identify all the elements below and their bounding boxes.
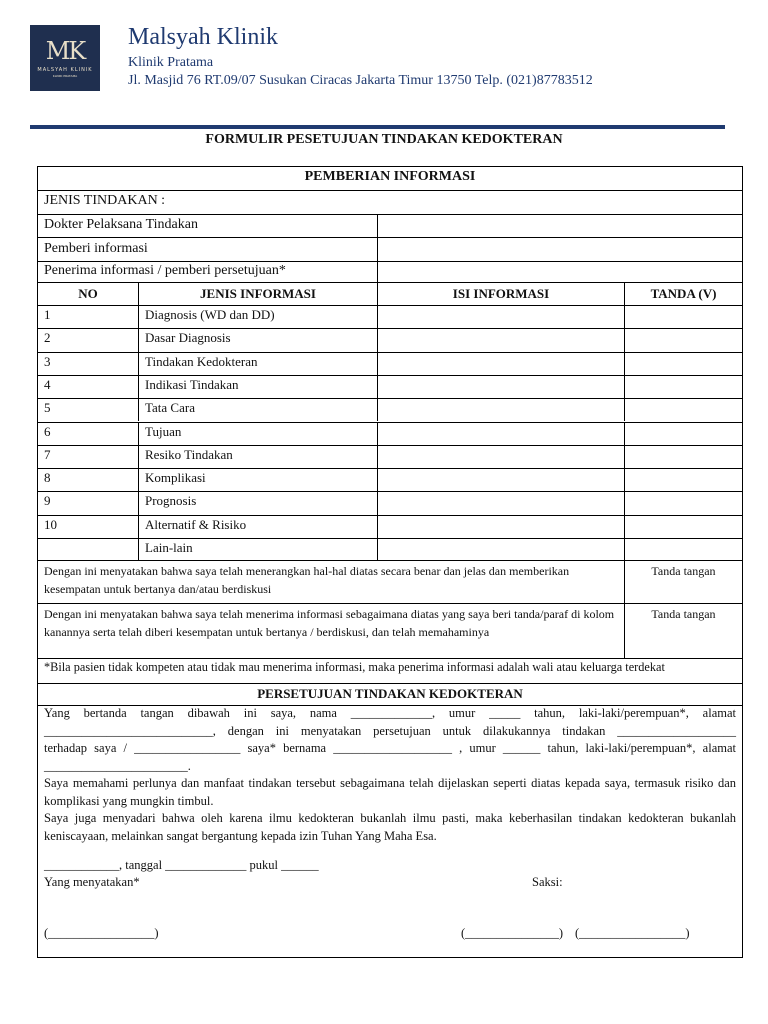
form-title: FORMULIR PESETUJUAN TINDAKAN KEDOKTERAN (205, 132, 563, 147)
item-label: Diagnosis (WD dan DD) (138, 306, 377, 328)
declarer-label: Yang menyatakan* (44, 875, 140, 889)
logo-text: MALSYAH KLINIK (37, 67, 93, 73)
table-row (38, 352, 742, 375)
witness-label: Saksi: (532, 875, 563, 889)
item-label: Lain-lain (138, 539, 377, 560)
clinic-name: Malsyah Klinik (128, 24, 278, 50)
item-isi-field[interactable] (377, 399, 624, 421)
clinic-logo (30, 25, 100, 91)
date-line: ____________, tanggal _____________ pukul ______ (44, 858, 319, 872)
col-header-isi: ISI INFORMASI (377, 283, 624, 305)
table-row (38, 515, 742, 538)
item-label: Alternatif & Risiko (138, 516, 377, 538)
doctor-signature-label[interactable]: Tanda tangan (624, 561, 742, 603)
item-isi-field[interactable] (377, 353, 624, 375)
consent-section-heading: PERSETUJUAN TINDAKAN KEDOKTERAN (257, 686, 523, 701)
jenis-tindakan-label: JENIS TINDAKAN : (44, 193, 166, 208)
info-section-heading: PEMBERIAN INFORMASI (304, 169, 476, 184)
consent-line-2: ___________________________, dengan ini menyatakan persetujuan untuk dilakukannya tindakan ___________________ (44, 723, 736, 738)
consent-line-1: Yang bertanda tangan dibawah ini saya, nama _____________, umur _____ tahun, laki-laki/perempuan*, alamat (44, 706, 736, 720)
item-tanda-checkbox[interactable] (624, 353, 742, 375)
table-row (38, 468, 742, 491)
declarer-signature-line[interactable]: (_________________) (44, 926, 159, 940)
item-isi-field[interactable] (377, 306, 624, 328)
item-tanda-checkbox[interactable] (624, 469, 742, 491)
item-number (38, 539, 138, 560)
item-tanda-checkbox[interactable] (624, 306, 742, 328)
item-isi-field[interactable] (377, 516, 624, 538)
logo-monogram: MK (45, 37, 85, 65)
item-tanda-checkbox[interactable] (624, 399, 742, 421)
clinic-address: Jl. Masjid 76 RT.09/07 Susukan Ciracas Jakarta Timur 13750 Telp. (021)87783512 (128, 73, 593, 88)
table-row (38, 422, 742, 445)
item-number: 4 (44, 376, 51, 392)
item-tanda-checkbox[interactable] (624, 329, 742, 351)
logo-subtext: KLINIK PRATAMA (52, 74, 78, 78)
consent-line-3: terhadap saya / _________________ saya* bernama ___________________ , umur ______ tahun, laki-laki/perempuan*, alamat (44, 741, 736, 755)
table-row (38, 538, 742, 560)
penerima-row (38, 261, 742, 282)
letterhead (30, 25, 700, 105)
footnote: *Bila pasien tidak kompeten atau tidak mau menerima informasi, maka penerima informasi adalah wali atau keluarga terdekat (44, 660, 665, 674)
col-header-tanda: TANDA (V) (624, 283, 742, 305)
jenis-tindakan-row (38, 190, 742, 214)
footnote-row (38, 658, 742, 683)
doctor-statement-row (38, 560, 742, 603)
col-header-jenis: JENIS INFORMASI (138, 283, 377, 305)
consent-form (37, 166, 743, 958)
item-isi-field[interactable] (377, 329, 624, 351)
item-isi-field[interactable] (377, 539, 624, 560)
item-label: Tujuan (138, 423, 377, 445)
item-number: 3 (44, 353, 51, 369)
item-number: 2 (44, 330, 51, 346)
item-label: Indikasi Tindakan (138, 376, 377, 398)
consent-line-4: _______________________. (44, 758, 191, 773)
clinic-type: Klinik Pratama (128, 55, 214, 70)
patient-statement: Dengan ini menyatakan bahwa saya telah menerima informasi sebagaimana diatas yang saya beri tanda/paraf di kolom kanannya serta telah diberi kesempatan untuk bertanya / berdiskusi, dan telah memahaminya (44, 607, 615, 639)
item-tanda-checkbox[interactable] (624, 539, 742, 560)
item-isi-field[interactable] (377, 446, 624, 468)
pemberi-row (38, 237, 742, 261)
penerima-field[interactable] (377, 262, 742, 282)
item-number: 5 (44, 400, 51, 416)
item-isi-field[interactable] (377, 376, 624, 398)
consent-paragraph-understanding: Saya memahami perlunya dan manfaat tindakan tersebut sebagaimana telah dijelaskan seperti diatas kepada saya, termasuk risiko dan komplikasi yang mungkin timbul. (44, 776, 736, 808)
item-number: 8 (44, 470, 51, 486)
penerima-label: Penerima informasi / pemberi persetujuan* (44, 263, 286, 278)
consent-body (38, 705, 742, 845)
item-number: 7 (44, 446, 51, 462)
item-label: Prognosis (138, 492, 377, 514)
doctor-statement: Dengan ini menyatakan bahwa saya telah menerangkan hal-hal diatas secara benar dan jelas dan memberikan kesempatan untuk bertanya dan/atau berdiskusi (44, 564, 570, 596)
dokter-field[interactable] (377, 215, 742, 237)
item-tanda-checkbox[interactable] (624, 376, 742, 398)
item-isi-field[interactable] (377, 469, 624, 491)
consent-heading-row (38, 683, 742, 705)
item-label: Komplikasi (138, 469, 377, 491)
item-isi-field[interactable] (377, 423, 624, 445)
item-number: 6 (44, 423, 51, 439)
witness2-signature-line[interactable]: (_________________) (575, 926, 690, 940)
table-row (38, 398, 742, 421)
table-row (38, 375, 742, 398)
item-number: 1 (44, 307, 51, 322)
consent-paragraph-awareness: Saya juga menyadari bahwa oleh karena ilmu kedokteran bukanlah ilmu pasti, maka keberhasilan tindakan kedokteran bukanlah keniscayaan, melainkan sangat bergantung kepada izin Tuhan Yang Maha Esa. (44, 811, 736, 843)
item-number: 10 (44, 516, 57, 532)
dokter-row (38, 214, 742, 237)
table-row (38, 328, 742, 351)
item-label: Resiko Tindakan (138, 446, 377, 468)
item-tanda-checkbox[interactable] (624, 516, 742, 538)
table-header-row (38, 282, 742, 305)
item-label: Tindakan Kedokteran (138, 353, 377, 375)
pemberi-label: Pemberi informasi (44, 241, 148, 256)
header-divider (30, 125, 725, 129)
table-row (38, 491, 742, 514)
item-tanda-checkbox[interactable] (624, 492, 742, 514)
patient-signature-label[interactable]: Tanda tangan (624, 604, 742, 658)
item-tanda-checkbox[interactable] (624, 446, 742, 468)
info-section-heading-row (38, 167, 742, 190)
table-row (38, 445, 742, 468)
col-header-no: NO (78, 286, 98, 301)
dokter-label: Dokter Pelaksana Tindakan (44, 217, 198, 232)
patient-statement-row (38, 603, 742, 658)
item-isi-field[interactable] (377, 492, 624, 514)
item-tanda-checkbox[interactable] (624, 423, 742, 445)
pemberi-field[interactable] (377, 238, 742, 261)
witness1-signature-line[interactable]: (_______________) (461, 926, 564, 940)
table-row (38, 305, 742, 328)
item-label: Dasar Diagnosis (138, 329, 377, 351)
item-label: Tata Cara (138, 399, 377, 421)
item-number: 9 (44, 493, 51, 509)
